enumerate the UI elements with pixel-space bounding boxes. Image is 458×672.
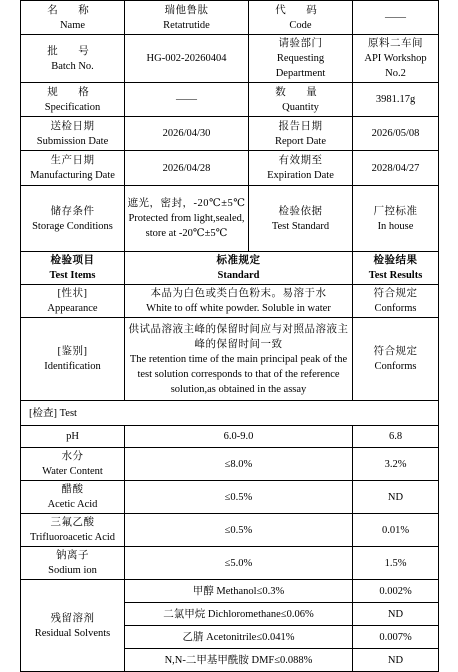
label-mfg: 生产日期 Manufacturing Date bbox=[21, 151, 125, 186]
std-tfa: ≤0.5% bbox=[125, 514, 353, 547]
label-report: 报告日期 Report Date bbox=[249, 117, 353, 151]
item-tfa: 三氟乙酸 Trifluoroacetic Acid bbox=[21, 514, 125, 547]
item-ph: pH bbox=[21, 426, 125, 448]
value-storage: 遮光，密封，-20℃±5℃ Protected from light,sealed, store at -20℃±5℃ bbox=[125, 186, 249, 252]
row-spec-quantity bbox=[21, 83, 439, 117]
row-water bbox=[21, 448, 439, 481]
std-appearance: 本品为白色或类白色粉末。易溶于水 White to off white powder. Soluble in water bbox=[125, 285, 353, 318]
res-solvent-dmf: ND bbox=[353, 649, 439, 672]
label-name: 名 称 Name bbox=[21, 1, 125, 35]
res-identification: 符合规定 Conforms bbox=[353, 318, 439, 401]
std-solvent-acetonitrile: 乙腈 Acetonitrile≤0.041% bbox=[125, 626, 353, 649]
row-tfa bbox=[21, 514, 439, 547]
row-acetic bbox=[21, 481, 439, 514]
coa-table bbox=[20, 0, 439, 672]
header-test-results: 检验结果 Test Results bbox=[353, 252, 439, 285]
test-section-header: [检查] Test bbox=[21, 401, 439, 426]
res-tfa: 0.01% bbox=[353, 514, 439, 547]
item-solvents: 残留溶剂 Residual Solvents bbox=[21, 580, 125, 672]
header-test-items: 检验项目 Test Items bbox=[21, 252, 125, 285]
value-dept: 原料二车间 API Workshop No.2 bbox=[353, 35, 439, 83]
value-name: 瑞他鲁肽 Retatrutide bbox=[125, 1, 249, 35]
res-acetic: ND bbox=[353, 481, 439, 514]
std-solvent-dmf: N,N-二甲基甲酰胺 DMF≤0.088% bbox=[125, 649, 353, 672]
row-name-code bbox=[21, 1, 439, 35]
row-test-section bbox=[21, 401, 439, 426]
res-solvent-methanol: 0.002% bbox=[353, 580, 439, 603]
label-code: 代 码 Code bbox=[249, 1, 353, 35]
value-quantity: 3981.17g bbox=[353, 83, 439, 117]
label-submission: 送检日期 Submission Date bbox=[21, 117, 125, 151]
label-batch: 批 号 Batch No. bbox=[21, 35, 125, 83]
res-appearance: 符合规定 Conforms bbox=[353, 285, 439, 318]
row-column-headers bbox=[21, 252, 439, 285]
row-identification bbox=[21, 318, 439, 401]
std-ph: 6.0-9.0 bbox=[125, 426, 353, 448]
std-water: ≤8.0% bbox=[125, 448, 353, 481]
value-report: 2026/05/08 bbox=[353, 117, 439, 151]
row-solvent-methanol bbox=[21, 580, 439, 603]
res-water: 3.2% bbox=[353, 448, 439, 481]
row-mfg-expiry bbox=[21, 151, 439, 186]
row-storage-standard bbox=[21, 186, 439, 252]
item-sodium: 钠离子 Sodium ion bbox=[21, 547, 125, 580]
header-standard: 标准规定 Standard bbox=[125, 252, 353, 285]
label-spec: 规 格 Specification bbox=[21, 83, 125, 117]
value-submission: 2026/04/30 bbox=[125, 117, 249, 151]
value-batch: HG-002-20260404 bbox=[125, 35, 249, 83]
value-expiry: 2028/04/27 bbox=[353, 151, 439, 186]
row-submission-report bbox=[21, 117, 439, 151]
item-water: 水分 Water Content bbox=[21, 448, 125, 481]
std-solvent-dcm: 二氯甲烷 Dichloromethane≤0.06% bbox=[125, 603, 353, 626]
label-quantity: 数 量 Quantity bbox=[249, 83, 353, 117]
std-sodium: ≤5.0% bbox=[125, 547, 353, 580]
item-identification: [鉴别] Identification bbox=[21, 318, 125, 401]
row-batch-dept bbox=[21, 35, 439, 83]
row-ph bbox=[21, 426, 439, 448]
item-appearance: [性状] Appearance bbox=[21, 285, 125, 318]
label-standard: 检验依据 Test Standard bbox=[249, 186, 353, 252]
res-ph: 6.8 bbox=[353, 426, 439, 448]
row-sodium bbox=[21, 547, 439, 580]
label-expiry: 有效期至 Expiration Date bbox=[249, 151, 353, 186]
value-spec: —— bbox=[125, 83, 249, 117]
res-sodium: 1.5% bbox=[353, 547, 439, 580]
value-standard: 厂控标准 In house bbox=[353, 186, 439, 252]
label-storage: 储存条件 Storage Conditions bbox=[21, 186, 125, 252]
std-identification: 供试品溶液主峰的保留时间应与对照品溶液主峰的保留时间一致 The retention time of the main principal peak of the test solution corresponds to that of the reference solution,as obtained in the assay bbox=[125, 318, 353, 401]
value-code: —— bbox=[353, 1, 439, 35]
label-dept: 请验部门 Requesting Department bbox=[249, 35, 353, 83]
std-solvent-methanol: 甲醇 Methanol≤0.3% bbox=[125, 580, 353, 603]
item-acetic: 醋酸 Acetic Acid bbox=[21, 481, 125, 514]
row-appearance bbox=[21, 285, 439, 318]
std-acetic: ≤0.5% bbox=[125, 481, 353, 514]
value-mfg: 2026/04/28 bbox=[125, 151, 249, 186]
res-solvent-acetonitrile: 0.007% bbox=[353, 626, 439, 649]
res-solvent-dcm: ND bbox=[353, 603, 439, 626]
